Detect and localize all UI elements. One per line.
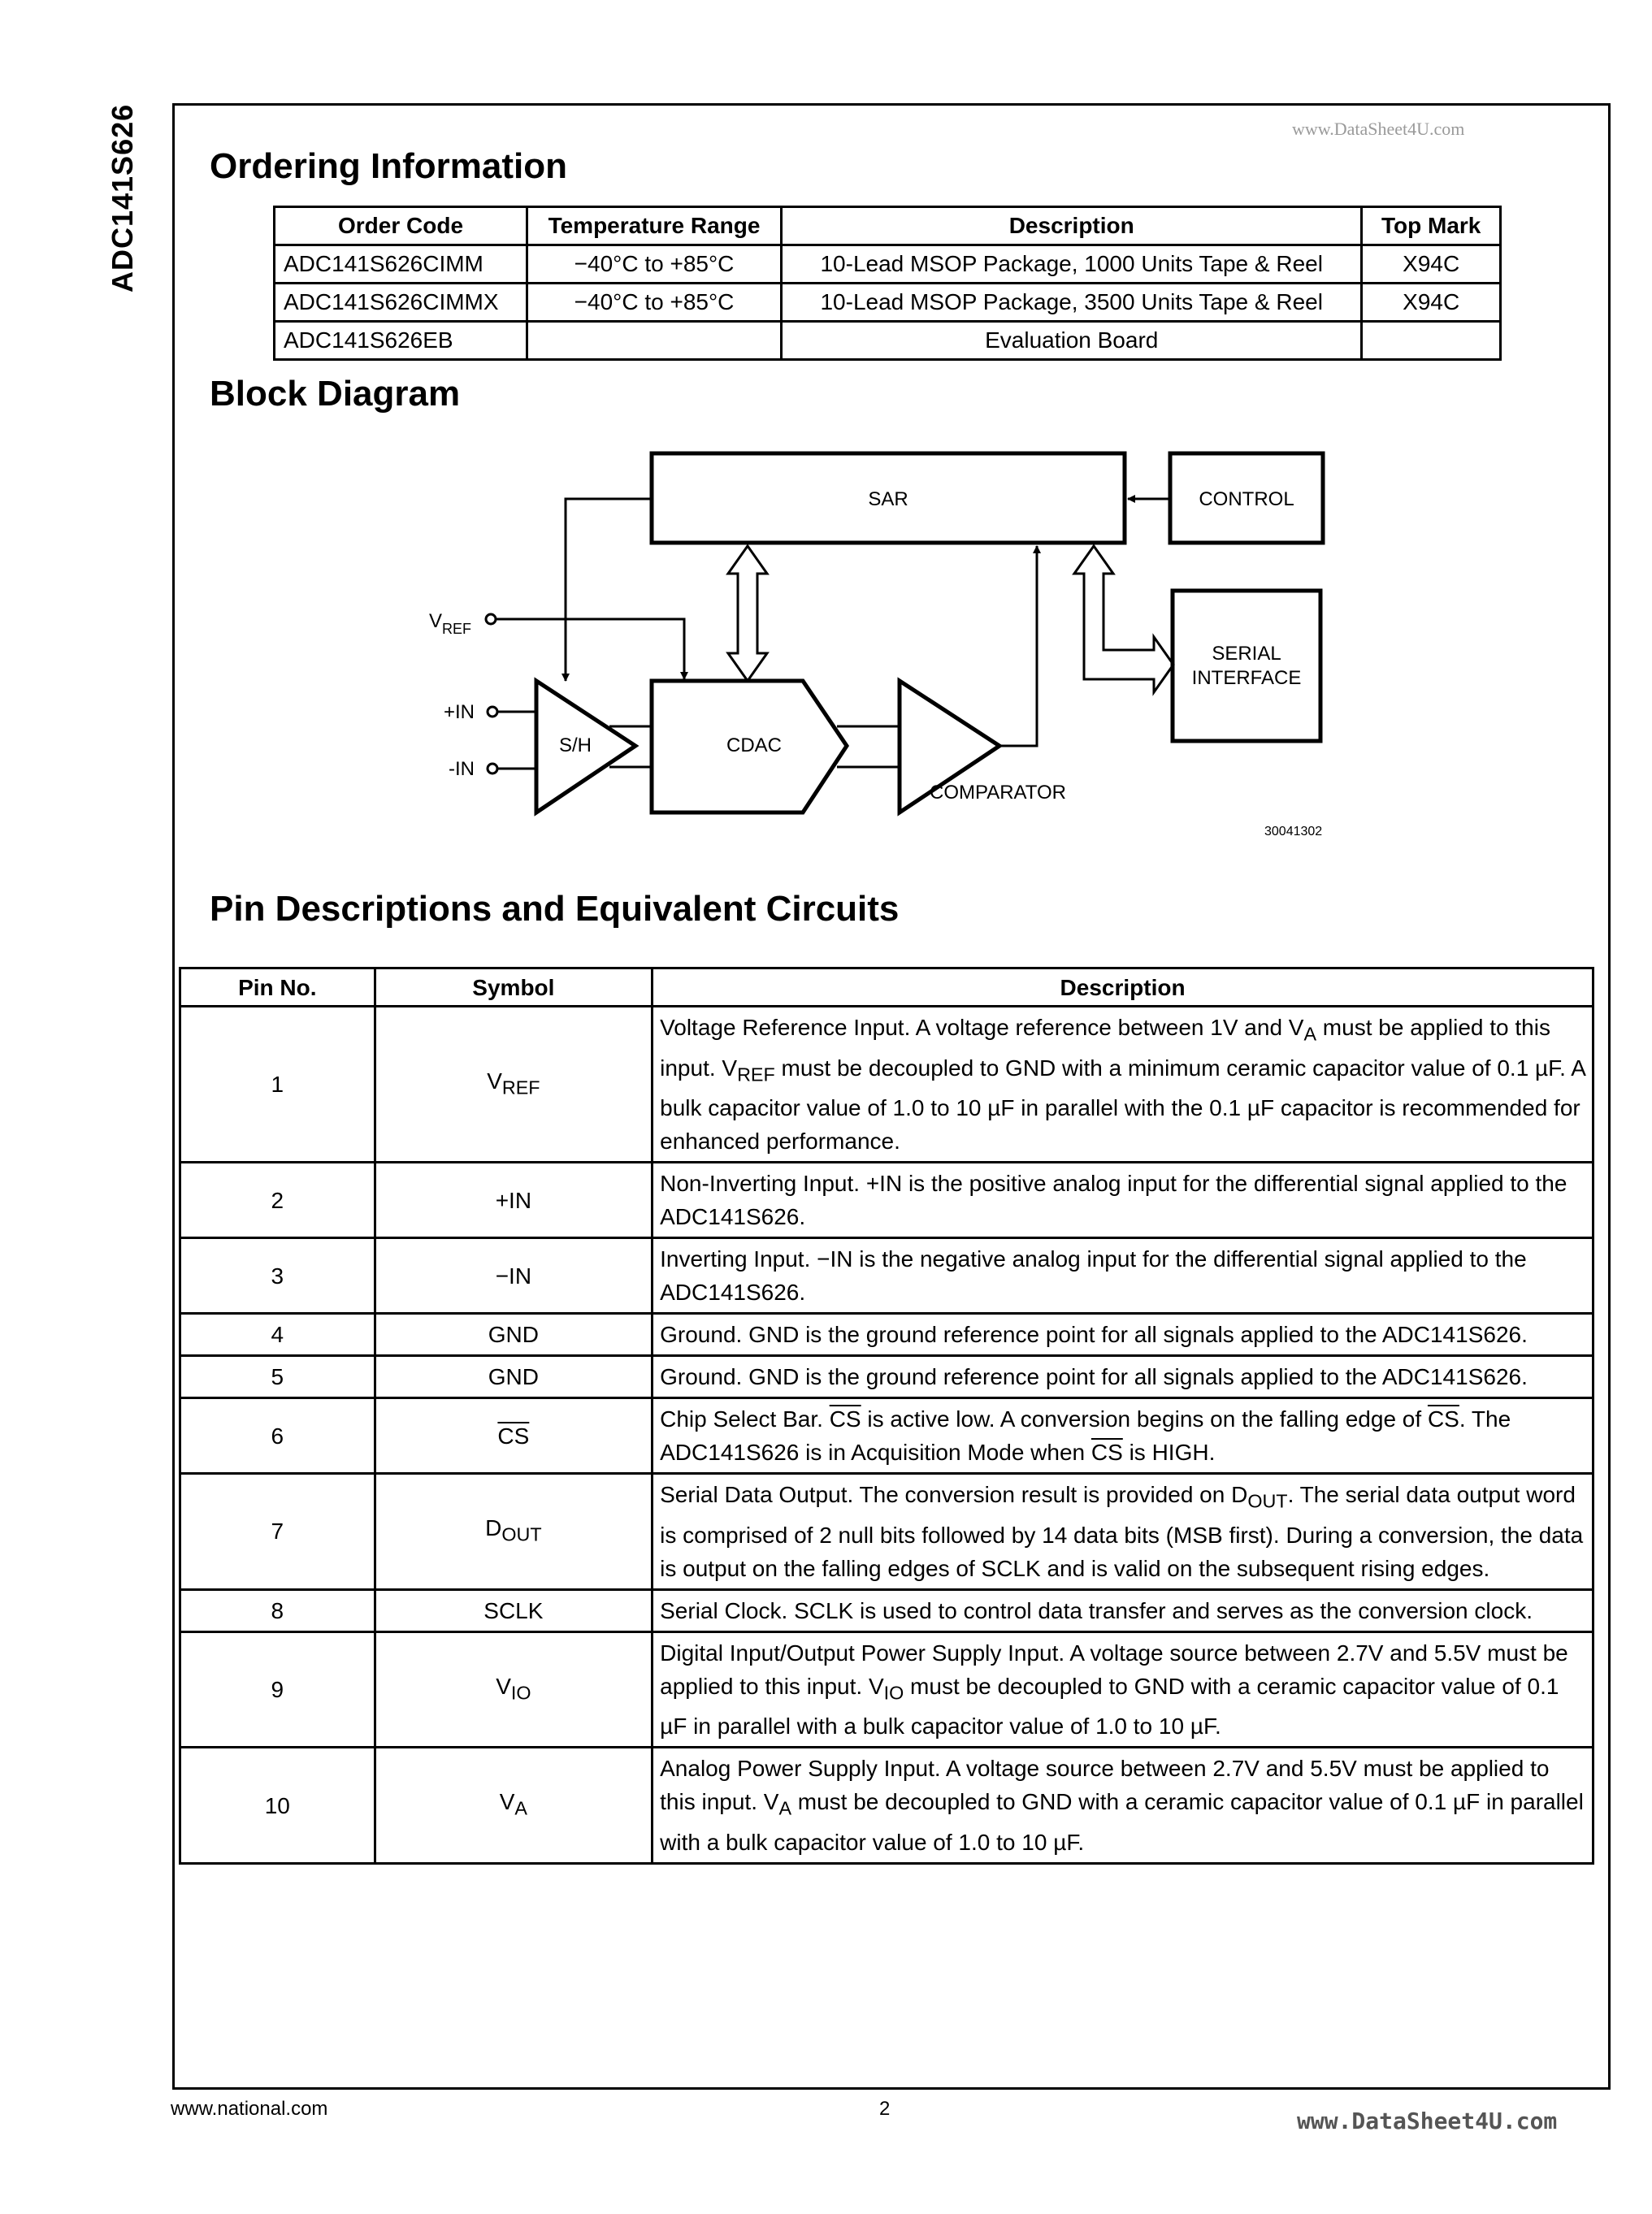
table-row: [180, 1163, 1593, 1238]
vref-label: $V_{REF}$: [429, 610, 472, 637]
description: 10-Lead MSOP Package, 1000 Units Tape & Reel: [782, 245, 1362, 284]
table-row: [180, 1631, 1593, 1748]
pin-description: Ground. GND is the ground reference point for all signals applied to the ADC141S626.: [653, 1356, 1593, 1398]
table-row: [180, 1356, 1593, 1398]
block-diagram: [0, 0, 1652, 894]
description: Evaluation Board: [782, 322, 1362, 360]
pin-header-row: [180, 968, 1593, 1007]
pin-no: 1: [180, 1007, 375, 1163]
temp-range: −40°C to +85°C: [527, 284, 782, 322]
pin-table: [179, 967, 1594, 1865]
table-row: [180, 1589, 1593, 1631]
pin-description: Analog Power Supply Input. A voltage source between 2.7V and 5.5V must be applied to this input. $V_A$ must be decoupled to GND with a ceramic capacitor value of 0.1 µF in parallel with a bulk capacitor value of 1.0 to 10 µF.: [653, 1748, 1593, 1864]
table-row: [180, 1238, 1593, 1314]
footer-website[interactable]: www.national.com: [171, 2098, 328, 2120]
pin-no: 6: [180, 1398, 375, 1474]
pin-description: Serial Data Output. The conversion result is provided on $D_{OUT}$. The serial data output word is comprised of 2 null bits followed by 14 data bits (MSB first). During a conversion, the data is output on the falling edges of SCLK and is valid on the subsequent rising edges.: [653, 1474, 1593, 1590]
pin-description: Serial Clock. SCLK is used to control data transfer and serves as the conversion clock.: [653, 1589, 1593, 1631]
block-diagram-title: Block Diagram: [210, 374, 461, 414]
pin-descriptions-title: Pin Descriptions and Equivalent Circuits: [210, 889, 900, 929]
pin-no: 4: [180, 1314, 375, 1356]
pin-symbol: GND: [375, 1314, 653, 1356]
table-row: [180, 1398, 1593, 1474]
page-number: 2: [879, 2098, 891, 2120]
in-minus-label: -IN: [449, 758, 475, 780]
table-row: [180, 1007, 1593, 1163]
sar-label: SAR: [868, 488, 908, 510]
header-symbol: Symbol: [375, 968, 653, 1007]
table-row: [180, 1748, 1593, 1864]
pin-description: Non-Inverting Input. +IN is the positive analog input for the differential signal applied to the ADC141S626.: [653, 1163, 1593, 1238]
serial-label: SERIAL: [1212, 643, 1281, 665]
pin-description: Digital Input/Output Power Supply Input. A voltage source between 2.7V and 5.5V must be applied to this input. $V_{IO}$ must be decoupled to GND with a ceramic capacitor value of 0.1 µF in parallel with a bulk capacitor value of 1.0 to 10 µF.: [653, 1631, 1593, 1748]
pin-symbol: $D_{OUT}$: [375, 1474, 653, 1590]
pin-no: 9: [180, 1631, 375, 1748]
header-description: Description: [782, 207, 1362, 245]
top-mark: X94C: [1362, 245, 1501, 284]
comparator-label: COMPARATOR: [930, 782, 1067, 804]
pin-symbol: $V_A$: [375, 1748, 653, 1864]
pin-description: Chip Select Bar. $\overline{CS}$ is active low. A conversion begins on the falling edge of $\overline{CS}$. The ADC141S626 is in Acquisition Mode when $\overline{CS}$ is HIGH.: [653, 1398, 1593, 1474]
header-top-mark: Top Mark: [1362, 207, 1501, 245]
pin-symbol: SCLK: [375, 1589, 653, 1631]
table-row: [180, 1474, 1593, 1590]
header-order-code: Order Code: [275, 207, 527, 245]
header-description: Description: [653, 968, 1593, 1007]
order-code: ADC141S626EB: [275, 322, 527, 360]
interface-label: INTERFACE: [1191, 667, 1302, 689]
in-plus-label: +IN: [444, 701, 475, 723]
pin-symbol: $V_{IO}$: [375, 1631, 653, 1748]
pin-description: Voltage Reference Input. A voltage reference between 1V and $V_A$ must be applied to this input. $V_{REF}$ must be decoupled to GND with a minimum ceramic capacitor value of 0.1 µF. A bulk capacitor value of 1.0 to 10 µF in parallel with the 0.1 µF capacitor is recommended for enhanced performance.: [653, 1007, 1593, 1163]
serial-interface-block: [1173, 591, 1320, 741]
side-part-number: ADC141S626: [106, 103, 139, 292]
figure-id: 30041302: [1264, 825, 1323, 838]
control-label: CONTROL: [1199, 488, 1294, 510]
table-row: [180, 1314, 1593, 1356]
pin-symbol: $V_{REF}$: [375, 1007, 653, 1163]
order-code: ADC141S626CIMM: [275, 245, 527, 284]
pin-symbol: GND: [375, 1356, 653, 1398]
description: 10-Lead MSOP Package, 3500 Units Tape & Reel: [782, 284, 1362, 322]
footer-watermark[interactable]: www.DataSheet4U.com: [1297, 2108, 1558, 2134]
order-code: ADC141S626CIMMX: [275, 284, 527, 322]
pin-no: 8: [180, 1589, 375, 1631]
pin-description: Ground. GND is the ground reference point for all signals applied to the ADC141S626.: [653, 1314, 1593, 1356]
ordering-title: Ordering Information: [210, 146, 567, 186]
header-pin-no: Pin No.: [180, 968, 375, 1007]
pin-symbol: +IN: [375, 1163, 653, 1238]
header-temp-range: Temperature Range: [527, 207, 782, 245]
pin-no: 7: [180, 1474, 375, 1590]
pin-no: 5: [180, 1356, 375, 1398]
pin-symbol: −IN: [375, 1238, 653, 1314]
pin-no: 3: [180, 1238, 375, 1314]
pin-symbol: $\overline{CS}$: [375, 1398, 653, 1474]
pin-no: 10: [180, 1748, 375, 1864]
watermark-top[interactable]: www.DataSheet4U.com: [1292, 119, 1465, 139]
temp-range: −40°C to +85°C: [527, 245, 782, 284]
sh-label: S/H: [559, 734, 592, 756]
pin-no: 2: [180, 1163, 375, 1238]
top-mark: X94C: [1362, 284, 1501, 322]
pin-description: Inverting Input. −IN is the negative analog input for the differential signal applied to the ADC141S626.: [653, 1238, 1593, 1314]
cdac-label: CDAC: [726, 734, 783, 756]
